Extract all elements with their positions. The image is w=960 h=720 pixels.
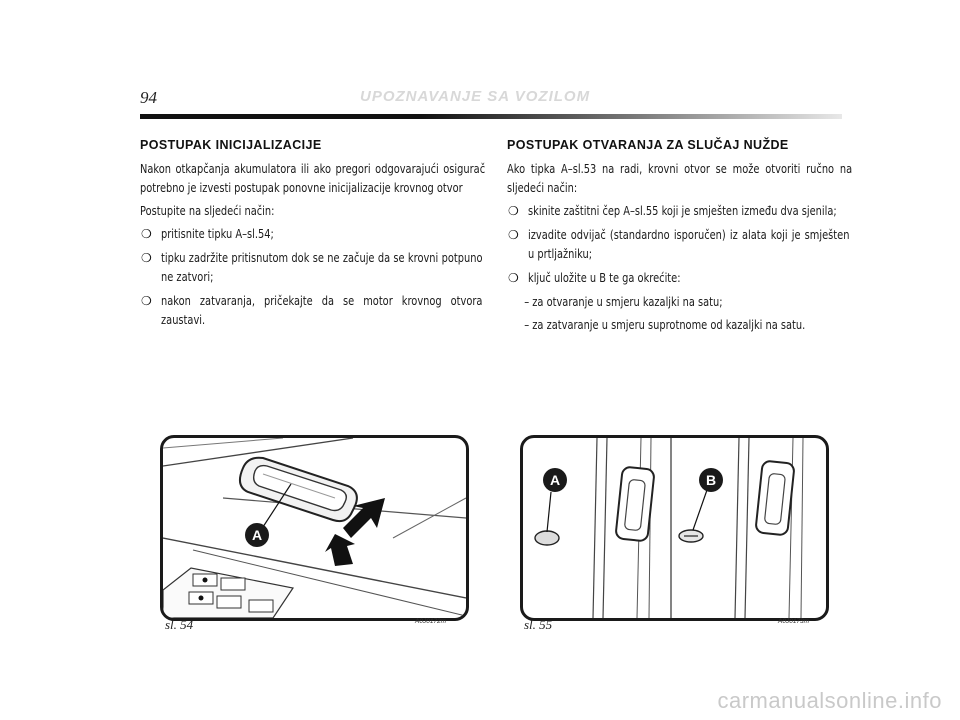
headliner-line (163, 438, 283, 448)
bullet-list (507, 202, 852, 288)
paragraph: Postupite na sljedeći način: (140, 204, 275, 218)
right-panel (679, 438, 803, 618)
list-item (507, 202, 852, 221)
callout-b-badge (699, 468, 723, 492)
left-panel (535, 438, 655, 618)
bullet-icon: ❍ (508, 228, 519, 242)
page-header: UPOZNAVANJE SA VOZILOM (360, 88, 591, 105)
callout-leader (693, 490, 707, 530)
callout-leader (547, 492, 551, 532)
figure-caption: sl. 54 (165, 617, 194, 632)
paragraph: Ako tipka A–sl.53 na radi, krovni otvor se može otvoriti ručno na sljedeći način: (507, 162, 853, 195)
bullet-icon: ❍ (141, 251, 152, 265)
figure-roof-button (160, 435, 469, 621)
figure-code: A0J0173m (778, 618, 810, 625)
list-item-text: skinite zaštitni čep A–sl.55 koji je smješten između dva sjenila; (528, 204, 837, 218)
right-column (507, 138, 852, 339)
sub-instruction: – za zatvaranje u smjeru suprotnome od kazaljki na satu. (524, 318, 806, 332)
section-heading-initialization: POSTUPAK INICIJALIZACIJE (140, 138, 322, 152)
page-number: 94 (140, 88, 157, 107)
header-rule (140, 114, 842, 119)
callout-a-badge (543, 468, 567, 492)
paragraph: Nakon otkapčanja akumulatora ili ako pregori odgovarajući osigurač potrebno je izvesti postupak ponovne inicijalizacije krovnog otvor (140, 162, 486, 195)
roof-control-button (240, 458, 357, 521)
list-item-text: pritisnite tipku A–sl.54; (161, 227, 274, 241)
protective-cap (535, 531, 559, 545)
callout-a-label: A (549, 472, 561, 488)
emergency-opening-illustration (523, 438, 826, 618)
left-column (140, 138, 485, 335)
list-item (507, 226, 852, 264)
sub-instruction: – za otvaranje u smjeru kazaljki na satu; (524, 295, 723, 309)
bullet-icon: ❍ (141, 294, 152, 308)
callout-a-badge (245, 523, 269, 547)
callout-a-label: A (251, 527, 263, 543)
section-heading-emergency-opening: POSTUPAK OTVARANJA ZA SLUČAJ NUŽDE (507, 138, 789, 152)
list-item-text: izvadite odvijač (standardno isporučen) iz alata koji je smješten u prtljažniku; (528, 228, 850, 261)
watermark: carmanualsonline.info (717, 688, 942, 713)
bullet-list (140, 225, 485, 330)
list-item (140, 225, 485, 244)
roof-button-illustration (163, 438, 466, 618)
arrow-icon (325, 534, 355, 566)
list-item (507, 269, 852, 288)
list-item (140, 249, 485, 287)
headliner-line (393, 498, 466, 538)
callout-b-label: B (705, 472, 717, 488)
list-item-text: tipku zadržite pritisnutom dok se ne začuje da se krovni potpuno ne zatvori; (161, 251, 483, 284)
figure-caption: sl. 55 (524, 617, 553, 632)
list-item-text: nakon zatvaranja, pričekajte da se motor krovnog otvora zaustavi. (161, 294, 483, 327)
bullet-icon: ❍ (141, 227, 152, 241)
figure-code: A0J0172m (415, 618, 447, 625)
figure-emergency-opening (520, 435, 829, 621)
window-switch-panel (163, 568, 293, 618)
bullet-icon: ❍ (508, 271, 519, 285)
list-item-text: ključ uložite u B te ga okrećite: (528, 271, 681, 285)
list-item (140, 292, 485, 330)
bullet-icon: ❍ (508, 204, 519, 218)
